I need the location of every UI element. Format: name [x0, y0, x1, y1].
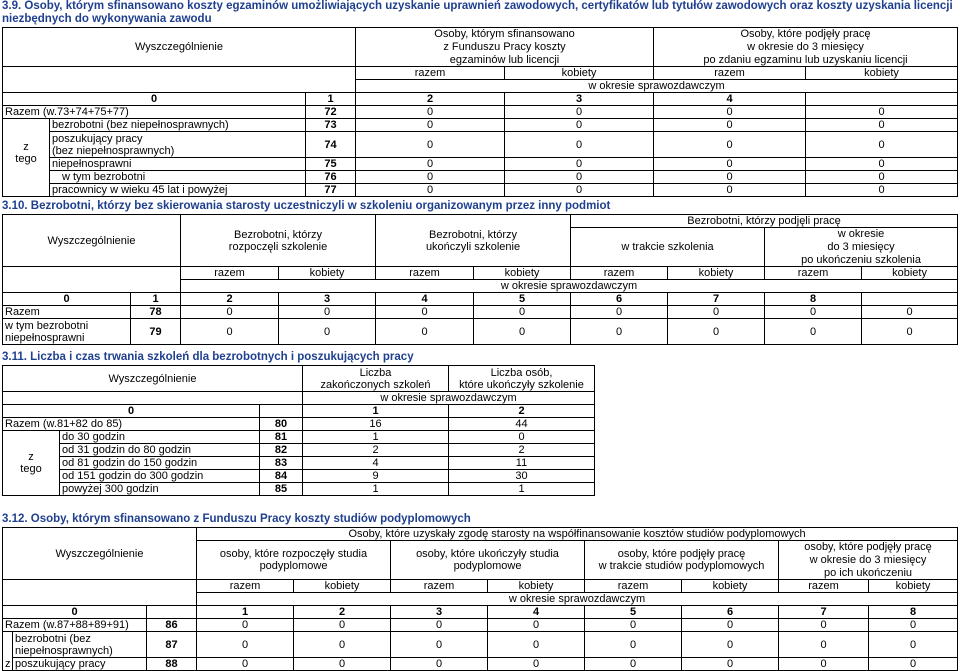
header-kobiety: kobiety [668, 267, 765, 280]
table-row [3, 418, 595, 431]
col-num-blank [147, 606, 197, 619]
row-label: Razem [3, 306, 131, 319]
cell: 9 [303, 470, 449, 483]
row-label [50, 132, 306, 158]
header-after-l2: do 3 miesięcy [765, 241, 958, 254]
cell: 0 [779, 658, 869, 671]
cell: 0 [806, 158, 958, 171]
section-3-9-title-line1: 3.9. Osoby, którym sfinansowano koszty egzaminów umożliwiających uzyskanie uprawnień zawodowych, certyfikatów lub tytułów zawodowych oraz koszty uzyskania licencji [2, 0, 953, 12]
cell: 0 [668, 306, 765, 319]
cell: 0 [654, 106, 806, 119]
col-num: 1 [197, 606, 294, 619]
table-row [3, 619, 958, 632]
cell: 0 [376, 319, 474, 345]
header-period: w okresie sprawozdawczym [197, 593, 958, 606]
cell: 30 [449, 470, 595, 483]
cell: 0 [505, 158, 654, 171]
group-blank [3, 632, 13, 658]
section-3-12-title: 3.12. Osoby, którym sfinansowano z Funduszu Pracy koszty studiów podyplomowych [2, 513, 471, 525]
col-num-blank [260, 405, 303, 418]
z-label: z [23, 140, 29, 153]
header-blank [3, 392, 303, 405]
cell: 0 [488, 658, 585, 671]
header-spec: Wyszczególnienie [3, 528, 197, 580]
header-during-line2: w trakcie studiów podyplomowych [598, 560, 765, 572]
header-g2-l2: w okresie do 3 miesięcy [654, 41, 958, 54]
header-after-l2: w okresie do 3 miesięcy [779, 554, 958, 567]
cell: 0 [869, 619, 958, 632]
header-kobiety: kobiety [505, 67, 654, 80]
section-3-11-title: 3.11. Liczba i czas trwania szkoleń dla bezrobotnych i poszukujących pracy [2, 351, 414, 363]
z-label: z [3, 658, 13, 671]
row-label: od 81 godzin do 150 godzin [60, 457, 260, 470]
cell: 0 [197, 632, 294, 658]
group-label-z-tego [3, 431, 60, 496]
cell: 0 [869, 658, 958, 671]
header-finished-line2: ukończyli szkolenie [425, 240, 521, 253]
row-label-line1: poszukujący pracy [52, 132, 143, 145]
table-row [3, 319, 958, 345]
header-g1-l3: egzaminów lub licencji [356, 54, 654, 67]
table-row [3, 119, 958, 132]
col-num: 4 [376, 293, 474, 306]
cell: 0 [474, 306, 571, 319]
cell: 0 [294, 658, 391, 671]
header-finished [376, 215, 571, 267]
header-razem: razem [376, 267, 474, 280]
row-number: 73 [306, 119, 356, 132]
header-kobiety: kobiety [294, 580, 391, 593]
header-razem: razem [779, 580, 869, 593]
cell: 0 [294, 619, 391, 632]
col-num: 8 [765, 293, 862, 306]
cell: 0 [356, 171, 505, 184]
cell: 0 [765, 306, 862, 319]
header-spec: Wyszczególnienie [3, 28, 356, 67]
row-label: Razem (w.73+74+75+77) [3, 106, 306, 119]
cell: 0 [585, 632, 682, 658]
table-row [3, 184, 958, 197]
row-label: do 30 godzin [60, 431, 260, 444]
section-3-9-title-line2: niezbędnych do wykonywania zawodu [2, 13, 212, 25]
row-label-line1: bezrobotni (bez [15, 632, 91, 645]
table-row [3, 106, 958, 119]
cell: 0 [654, 184, 806, 197]
col-num: 1 [131, 293, 181, 306]
row-number: 78 [131, 306, 181, 319]
row-number: 75 [306, 158, 356, 171]
col-num: 3 [391, 606, 488, 619]
row-label-line2: niepełnosprawni [5, 331, 85, 344]
cell: 0 [181, 306, 279, 319]
table-row [3, 306, 958, 319]
cell: 0 [654, 158, 806, 171]
header-razem: razem [654, 67, 806, 80]
col-num-4: 4 [654, 93, 806, 106]
cell: 0 [682, 619, 779, 632]
header-after-l3: po ich ukończeniu [779, 567, 958, 580]
header-finished-line2: podyplomowe [453, 560, 522, 572]
header-razem: razem [197, 580, 294, 593]
col-num: 0 [3, 293, 131, 306]
cell: 0 [505, 119, 654, 132]
header-persons [449, 366, 595, 392]
col-num: 8 [869, 606, 958, 619]
col-num: 6 [571, 293, 668, 306]
row-label: Razem (w.87+88+89+91) [3, 619, 147, 632]
header-started [197, 541, 391, 580]
table-row [3, 132, 958, 158]
cell: 0 [654, 132, 806, 158]
row-number: 72 [306, 106, 356, 119]
header-persons-line1: Liczba osób, [490, 366, 553, 379]
col-num: 6 [682, 606, 779, 619]
header-finished [391, 541, 585, 580]
header-blank [3, 267, 181, 280]
cell: 0 [585, 658, 682, 671]
header-after-l3: po ukończeniu szkolenia [765, 254, 958, 267]
cell: 0 [682, 658, 779, 671]
cell: 0 [862, 319, 958, 345]
row-number: 81 [260, 431, 303, 444]
header-started-line1: osoby, które rozpoczęły studia [219, 548, 368, 560]
header-kobiety: kobiety [862, 267, 958, 280]
header-started [181, 215, 376, 267]
col-num: 0 [3, 405, 260, 418]
header-razem: razem [391, 580, 488, 593]
cell: 0 [356, 158, 505, 171]
cell: 0 [806, 106, 958, 119]
row-label: powyżej 300 godzin [60, 483, 260, 496]
header-period: w okresie sprawozdawczym [303, 392, 595, 405]
table-3-11 [2, 365, 595, 496]
col-num: 5 [474, 293, 571, 306]
cell: 0 [779, 632, 869, 658]
cell: 0 [181, 319, 279, 345]
cell: 0 [356, 132, 505, 158]
cell: 0 [668, 319, 765, 345]
header-after-l1: osoby, które podjęły pracę [779, 541, 958, 554]
header-during [585, 541, 779, 580]
cell: 0 [391, 658, 488, 671]
row-number: 76 [306, 171, 356, 184]
cell: 4 [303, 457, 449, 470]
row-number: 86 [147, 619, 197, 632]
cell: 44 [449, 418, 595, 431]
row-number: 87 [147, 632, 197, 658]
table-3-9 [2, 27, 958, 197]
row-number: 84 [260, 470, 303, 483]
cell: 0 [806, 184, 958, 197]
cell: 0 [571, 306, 668, 319]
tego-label: tego [20, 463, 42, 475]
cell: 0 [869, 632, 958, 658]
cell: 0 [654, 171, 806, 184]
header-top: Osoby, które uzyskały zgodę starosty na współfinansowanie kosztów studiów podyplomowych [197, 528, 958, 541]
col-num: 2 [181, 293, 279, 306]
cell: 0 [356, 106, 505, 119]
row-label-line2: (bez niepełnosprawnych) [52, 144, 175, 157]
col-num-1: 1 [306, 93, 356, 106]
header-count-line1: Liczba [359, 366, 392, 379]
cell: 0 [585, 619, 682, 632]
table-3-12 [2, 527, 958, 671]
row-label: od 31 godzin do 80 godzin [60, 444, 260, 457]
header-spec: Wyszczególnienie [3, 215, 181, 267]
row-number: 80 [260, 418, 303, 431]
header-blank [3, 593, 197, 606]
table-row [3, 171, 958, 184]
row-number: 74 [306, 132, 356, 158]
header-razem: razem [765, 267, 862, 280]
header-kobiety: kobiety [474, 267, 571, 280]
cell: 0 [505, 171, 654, 184]
cell: 0 [779, 619, 869, 632]
row-label: od 151 godzin do 300 godzin [60, 470, 260, 483]
row-label: pracownicy w wieku 45 lat i powyżej [50, 184, 306, 197]
header-razem: razem [571, 267, 668, 280]
row-number: 77 [306, 184, 356, 197]
col-num: 1 [303, 405, 449, 418]
row-label-line2: niepełnosprawnych) [15, 644, 113, 657]
header-spec: Wyszczególnienie [3, 366, 303, 392]
row-label: w tym bezrobotni [50, 171, 306, 184]
header-count-line2: zakończonych szkoleń [320, 378, 431, 391]
col-num: 7 [779, 606, 869, 619]
col-num-2: 2 [356, 93, 505, 106]
table-row [3, 431, 595, 444]
header-razem: razem [181, 267, 279, 280]
cell: 0 [806, 171, 958, 184]
table-row [3, 483, 595, 496]
row-label: bezrobotni (bez niepełnosprawnych) [50, 119, 306, 132]
header-g1-l1: Osoby, którym sfinansowano [356, 28, 654, 41]
tego-label: tego [15, 152, 37, 165]
table-row [3, 470, 595, 483]
row-number: 82 [260, 444, 303, 457]
cell: 1 [303, 483, 449, 496]
header-kobiety: kobiety [869, 580, 958, 593]
col-num-5 [806, 93, 958, 106]
row-label: Razem (w.81+82 do 85) [3, 418, 260, 431]
header-employed: Bezrobotni, którzy podjęli pracę [571, 215, 958, 228]
header-finished-line1: osoby, które ukończyły studia [416, 548, 559, 560]
col-num-0: 0 [3, 93, 306, 106]
cell: 0 [391, 619, 488, 632]
cell: 0 [654, 119, 806, 132]
cell: 0 [449, 431, 595, 444]
cell: 16 [303, 418, 449, 431]
z-label: z [28, 451, 34, 463]
header-finished-line1: Bezrobotni, którzy [428, 228, 518, 241]
table-row [3, 632, 958, 658]
cell: 0 [488, 632, 585, 658]
group-label-z-tego [3, 140, 50, 197]
section-3-10-title: 3.10. Bezrobotni, którzy bez skierowania starosty uczestniczyli w szkoleniu organizowanym przez inny podmiot [2, 200, 611, 212]
col-num: 5 [585, 606, 682, 619]
row-label: poszukujący pracy [13, 658, 147, 671]
cell: 2 [449, 444, 595, 457]
cell: 1 [449, 483, 595, 496]
header-blank [3, 67, 356, 80]
cell: 0 [806, 132, 958, 158]
row-number: 83 [260, 457, 303, 470]
cell: 0 [279, 319, 376, 345]
cell: 0 [765, 319, 862, 345]
cell: 0 [682, 632, 779, 658]
table-row [3, 658, 958, 671]
header-started-line2: rozpoczęli szkolenie [228, 240, 328, 253]
col-num: 0 [3, 606, 147, 619]
row-label: niepełnosprawni [50, 158, 306, 171]
header-period: w okresie sprawozdawczym [181, 280, 958, 293]
header-persons-line2: które ukończyły szkolenie [459, 378, 584, 391]
header-razem: razem [585, 580, 682, 593]
cell: 0 [862, 306, 958, 319]
header-kobiety: kobiety [682, 580, 779, 593]
row-number: 85 [260, 483, 303, 496]
cell: 2 [303, 444, 449, 457]
header-blank [3, 80, 356, 93]
table-row [3, 158, 958, 171]
cell: 0 [505, 132, 654, 158]
cell: 0 [294, 632, 391, 658]
table-row [3, 444, 595, 457]
cell: 0 [474, 319, 571, 345]
header-kobiety: kobiety [279, 267, 376, 280]
header-blank [3, 280, 181, 293]
header-during: w trakcie szkolenia [571, 228, 765, 267]
cell: 0 [505, 106, 654, 119]
cell: 11 [449, 457, 595, 470]
row-label [13, 632, 147, 658]
col-num: 4 [488, 606, 585, 619]
header-kobiety: kobiety [806, 67, 958, 80]
header-g2-l1: Osoby, które podjęły pracę [654, 28, 958, 41]
header-count [303, 366, 449, 392]
cell: 0 [279, 306, 376, 319]
header-g1-l2: z Funduszu Pracy koszty [356, 41, 654, 54]
cell: 1 [303, 431, 449, 444]
row-number: 79 [131, 319, 181, 345]
header-g2-l3: po zdaniu egzaminu lub uzyskaniu licencji [654, 54, 958, 67]
header-started-line2: podyplomowe [259, 560, 328, 572]
cell: 0 [571, 319, 668, 345]
col-num: 7 [668, 293, 765, 306]
table-row [3, 457, 595, 470]
header-during-line1: osoby, które podjęły pracę [617, 548, 746, 560]
col-num: 3 [279, 293, 376, 306]
header-after-l1: w okresie [765, 228, 958, 241]
cell: 0 [356, 184, 505, 197]
table-3-10 [2, 214, 958, 345]
cell: 0 [356, 119, 505, 132]
col-num-blank [862, 293, 958, 306]
row-label-line1: w tym bezrobotni [5, 319, 89, 332]
header-started-line1: Bezrobotni, którzy [233, 228, 323, 241]
col-num: 2 [449, 405, 595, 418]
cell: 0 [806, 119, 958, 132]
cell: 0 [488, 619, 585, 632]
cell: 0 [197, 658, 294, 671]
row-number: 88 [147, 658, 197, 671]
header-period: w okresie sprawozdawczym [356, 80, 958, 93]
row-label [3, 319, 131, 345]
header-razem: razem [356, 67, 505, 80]
cell: 0 [505, 184, 654, 197]
cell: 0 [376, 306, 474, 319]
col-num: 2 [294, 606, 391, 619]
cell: 0 [197, 619, 294, 632]
header-blank [3, 580, 197, 593]
header-kobiety: kobiety [488, 580, 585, 593]
cell: 0 [391, 632, 488, 658]
col-num-3: 3 [505, 93, 654, 106]
